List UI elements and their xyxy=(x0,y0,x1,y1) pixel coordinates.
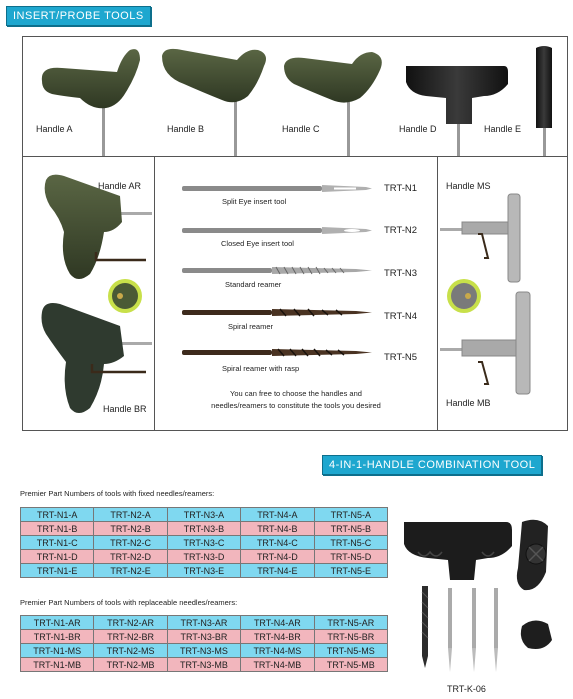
combo-needle-3-icon xyxy=(494,588,498,672)
table-cell: TRT-N1-C xyxy=(21,536,94,550)
table-cell: TRT-N1-A xyxy=(21,508,94,522)
table-cell: TRT-N3-AR xyxy=(167,616,240,630)
table-cell: TRT-N5-B xyxy=(314,522,387,536)
note-line-2: needles/reamers to constitute the tools you desired xyxy=(211,401,381,410)
handle-c-icon xyxy=(284,52,382,156)
reamer-n3-icon xyxy=(182,267,372,274)
table-cell: TRT-N5-D xyxy=(314,550,387,564)
table-cell: TRT-N3-B xyxy=(167,522,240,536)
fixed-parts-table xyxy=(20,507,388,578)
table-cell: TRT-N5-MB xyxy=(314,658,387,672)
table-cell: TRT-N1-D xyxy=(21,550,94,564)
mix-and-match-note xyxy=(160,388,432,412)
table-cell: TRT-N1-BR xyxy=(21,630,94,644)
insert-probe-header: INSERT/PROBE TOOLS xyxy=(6,6,151,26)
reamer-n4-icon xyxy=(182,309,372,316)
table-row xyxy=(21,508,388,522)
needle-n3-caption: Standard reamer xyxy=(225,280,282,289)
needles-illustration xyxy=(176,178,376,368)
handle-b-label: Handle B xyxy=(167,124,205,134)
handle-ms-icon xyxy=(440,194,520,282)
needle-n4-code: TRT-N4 xyxy=(384,311,418,322)
table-row xyxy=(21,522,388,536)
table-cell: TRT-N4-E xyxy=(241,564,314,578)
combo-cap-icon xyxy=(517,520,548,590)
table-cell: TRT-N4-C xyxy=(241,536,314,550)
table-cell: TRT-N1-E xyxy=(21,564,94,578)
table-cell: TRT-N5-AR xyxy=(314,616,387,630)
fixed-parts-label: Premier Part Numbers of tools with fixed needles/reamers: xyxy=(20,489,215,498)
table-row xyxy=(21,616,388,630)
handle-d-icon xyxy=(406,66,508,156)
handles-ar-br-illustration xyxy=(30,162,154,424)
table-cell: TRT-N2-BR xyxy=(94,630,167,644)
table-cell: TRT-N2-D xyxy=(94,550,167,564)
needle-n1-code: TRT-N1 xyxy=(384,183,418,194)
handle-ar-label: Handle AR xyxy=(98,181,142,191)
set-screw-badge-ms-icon xyxy=(447,279,481,313)
hex-key-mb-icon xyxy=(478,362,488,384)
needle-n5-code: TRT-N5 xyxy=(384,352,418,363)
table-cell: TRT-N2-E xyxy=(94,564,167,578)
handles-ms-mb-illustration xyxy=(438,162,566,424)
table-cell: TRT-N3-MS xyxy=(167,644,240,658)
left-divider xyxy=(154,156,155,431)
table-cell: TRT-N5-MS xyxy=(314,644,387,658)
table-row xyxy=(21,550,388,564)
replaceable-parts-label: Premier Part Numbers of tools with replaceable needles/reamers: xyxy=(20,598,238,607)
combo-header: 4-IN-1-HANDLE COMBINATION TOOL xyxy=(322,455,542,475)
needle-n2-icon xyxy=(182,227,372,234)
needle-n4-caption: Spiral reamer xyxy=(228,322,274,331)
table-row xyxy=(21,564,388,578)
combo-needle-1-icon xyxy=(448,588,452,672)
table-cell: TRT-N4-B xyxy=(241,522,314,536)
table-cell: TRT-N3-BR xyxy=(167,630,240,644)
table-cell: TRT-N5-E xyxy=(314,564,387,578)
table-cell: TRT-N3-C xyxy=(167,536,240,550)
table-cell: TRT-N4-MS xyxy=(241,644,314,658)
needle-n5-caption: Spiral reamer with rasp xyxy=(222,364,300,373)
handle-b-icon xyxy=(162,49,266,156)
needle-n1-icon xyxy=(182,185,372,192)
table-cell: TRT-N5-C xyxy=(314,536,387,550)
reamer-n5-icon xyxy=(182,349,372,356)
table-cell: TRT-N4-A xyxy=(241,508,314,522)
combo-reamer-icon xyxy=(422,586,428,668)
table-row xyxy=(21,644,388,658)
table-cell: TRT-N3-E xyxy=(167,564,240,578)
handle-a-icon xyxy=(42,49,140,156)
handle-br-label: Handle BR xyxy=(103,404,147,414)
table-cell: TRT-N5-A xyxy=(314,508,387,522)
handle-a-label: Handle A xyxy=(36,124,73,134)
table-cell: TRT-N1-B xyxy=(21,522,94,536)
table-cell: TRT-N3-A xyxy=(167,508,240,522)
set-screw-badge-icon xyxy=(108,279,142,313)
handle-e-icon xyxy=(536,46,552,156)
needle-n2-code: TRT-N2 xyxy=(384,225,418,236)
table-cell: TRT-N5-BR xyxy=(314,630,387,644)
table-cell: TRT-N3-D xyxy=(167,550,240,564)
note-line-1: You can free to choose the handles and xyxy=(230,389,362,398)
table-cell: TRT-N2-MB xyxy=(94,658,167,672)
table-cell: TRT-N3-MB xyxy=(167,658,240,672)
needle-n1-caption: Split Eye insert tool xyxy=(222,197,287,206)
replaceable-parts-table xyxy=(20,615,388,672)
table-cell: TRT-N4-BR xyxy=(241,630,314,644)
combo-t-handle-icon xyxy=(404,522,512,580)
table-row xyxy=(21,658,388,672)
handles-illustration xyxy=(22,36,568,157)
table-row xyxy=(21,536,388,550)
handle-mb-label: Handle MB xyxy=(446,398,491,408)
handle-br-icon xyxy=(42,303,153,413)
needle-n3-code: TRT-N3 xyxy=(384,268,418,279)
hex-key-icon xyxy=(96,252,146,260)
table-cell: TRT-N4-AR xyxy=(241,616,314,630)
table-row xyxy=(21,630,388,644)
table-cell: TRT-N2-A xyxy=(94,508,167,522)
table-cell: TRT-N1-AR xyxy=(21,616,94,630)
needle-n2-caption: Closed Eye insert tool xyxy=(221,239,294,248)
table-cell: TRT-N4-MB xyxy=(241,658,314,672)
handle-e-label: Handle E xyxy=(484,124,522,134)
table-cell: TRT-N2-B xyxy=(94,522,167,536)
table-cell: TRT-N4-D xyxy=(241,550,314,564)
table-cell: TRT-N2-AR xyxy=(94,616,167,630)
table-cell: TRT-N2-MS xyxy=(94,644,167,658)
combo-kit-illustration xyxy=(398,512,570,682)
table-cell: TRT-N1-MB xyxy=(21,658,94,672)
handle-d-label: Handle D xyxy=(399,124,437,134)
combo-needle-2-icon xyxy=(472,588,476,672)
combo-plug-icon xyxy=(521,620,552,649)
handle-c-label: Handle C xyxy=(282,124,320,134)
handle-ms-label: Handle MS xyxy=(446,181,491,191)
hex-key-ms-icon xyxy=(478,234,488,258)
combo-code-label: TRT-K-06 xyxy=(447,684,486,694)
table-cell: TRT-N2-C xyxy=(94,536,167,550)
table-cell: TRT-N1-MS xyxy=(21,644,94,658)
